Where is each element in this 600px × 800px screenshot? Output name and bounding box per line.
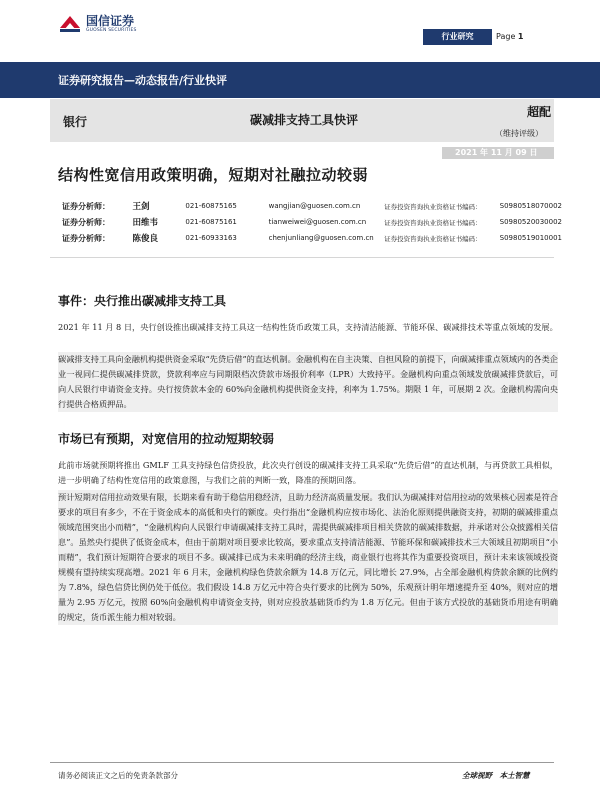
footer-disclaimer: 请务必阅读正文之后的免责条款部分 — [58, 771, 178, 780]
analyst-phone: 021-60933163 — [185, 234, 237, 242]
report-title: 碳减排支持工具快评 — [250, 113, 359, 127]
analyst-cert-label: 证券投资咨询执业资格证书编码： — [384, 218, 482, 227]
sector-label: 银行 — [63, 115, 88, 129]
analyst-email[interactable]: tianweiwei@guosen.com.cn — [268, 218, 367, 226]
analyst-name: 田维韦 — [132, 218, 159, 228]
page-label: Page — [496, 32, 516, 41]
analyst-phone: 021-60875165 — [185, 202, 237, 210]
analyst-label: 证券分析师： — [62, 232, 110, 243]
analyst-email[interactable]: wangjian@guosen.com.cn — [268, 202, 361, 210]
category-text: 证券研究报告—动态报告/行业快评 — [58, 74, 228, 87]
company-logo — [58, 14, 137, 34]
brand-name-en: GUOSEN SECURITIES — [86, 28, 137, 33]
analyst-row — [62, 198, 562, 214]
analyst-cert-number: S0980518070002 — [499, 202, 562, 210]
divider — [50, 257, 554, 258]
section-title-market: 市场已有预期，对宽信用的拉动短期较弱 — [58, 432, 275, 446]
section-title-event: 事件：央行推出碳减排支持工具 — [58, 294, 227, 308]
headline: 结构性宽信用政策明确，短期对社融拉动较弱 — [58, 166, 369, 184]
rating-note: （维持评级） — [495, 129, 543, 138]
report-date: 2021 年 11 月 09 日 — [455, 148, 538, 157]
analyst-row — [62, 230, 562, 246]
footer-divider — [50, 762, 554, 763]
paragraph-highlighted: 预计短期对信用拉动效果有限，长期来看有助于稳信用稳经济，且助力经济高质量发展。我们认为碳减排对信用拉动的效果核心因素是符合要求的项目有多少，不在于资金成本的高低和央行的额度。央行指出“金融机构应按市场化、法治化原则提供融资支持，初期的碳减排重点领域范围突出小而精”，“金融机构向人民银行申请碳减排支持工具时，需提供碳减排项目相关贷款的碳减排数据，并承诺对公众披露相关信息”。虽然央行提供了低资金成本，但由于前期对项目要求比较高，要求重点支持清洁能源、节能环保和碳减排技术三大领域且初期项目“小而精”，我们预计短期符合要求的项目不多。碳减排已成为未来明确的经济主线，商业银行也将其作为重要投资项目，预计未来该领域投资规模有望持续实现高增。2021 年 6 月末，金融机构绿色贷款余额为 14.8 万亿元，同比增长 27.9%，占全部金融机构贷款余额的比例约为 7.8%，绿色信贷比例仍处于低位。我们假设 14.8 万亿元中符合央行要求的比例为 50%，乐观预计明年增速提升至 40%，则对应的增量为 2.95 万亿元，按照 60%向金融机构申请资金支持，则对应投放基础货币约为 1.8 万亿元。但由于该方式投放的基础货币用途有明确的规定，货币派生能力相对较弱。 — [58, 490, 558, 625]
analyst-cert-label: 证券投资咨询执业资格证书编码： — [384, 234, 482, 243]
paragraph: 2021 年 11 月 8 日，央行创设推出碳减排支持工具这一结构性货币政策工具，支持清洁能源、节能环保、碳减排技术等重点领域的发展。 — [58, 322, 558, 332]
page-indicator — [496, 29, 524, 45]
analyst-row — [62, 214, 562, 230]
paragraph: 此前市场就预期将推出 GMLF 工具支持绿色信贷投放，此次央行创设的碳减排支持工具采取“先贷后借”的直达机制，与再贷款工具相似，进一步明确了结构性宽信用的政策意图，与我们之前的判断一致，降准的预期回落。 — [58, 460, 558, 485]
analyst-name: 王剑 — [132, 202, 150, 212]
analyst-label: 证券分析师： — [62, 200, 110, 211]
paragraph-highlighted: 碳减排支持工具向金融机构提供资金采取“先贷后借”的直达机制。金融机构在自主决策、自担风险的前提下，向碳减排重点领域内的各类企业一视同仁提供碳减排贷款，贷款利率应与同期限档次贷款市场报价利率（LPR）大致持平。金融机构向重点领域发放碳减排贷款后，可向人民银行申请资金支持。央行按贷款本金的 60%向金融机构提供资金支持，利率为 1.75%。期限 1 年，可展期 2 次。金融机构需向央行提供合格质押品。 — [58, 352, 558, 412]
brand-name: 国信证券 — [86, 14, 135, 28]
analyst-phone: 021-60875161 — [185, 218, 237, 226]
analyst-name: 陈俊良 — [132, 234, 159, 244]
analyst-label: 证券分析师： — [62, 216, 110, 227]
analyst-cert-number: S0980520030002 — [499, 218, 562, 226]
logo-mark-icon — [58, 14, 82, 34]
report-type-tag: 行业研究 — [423, 29, 492, 45]
analyst-cert-label: 证券投资咨询执业资格证书编码： — [384, 202, 482, 211]
page-number: 1 — [517, 32, 524, 41]
category-banner — [0, 62, 600, 98]
analyst-table — [62, 198, 562, 246]
analyst-cert-number: S0980519010001 — [499, 234, 562, 242]
footer-slogan: 全球视野 本土智慧 — [462, 771, 530, 780]
rating: 超配 — [527, 105, 552, 119]
analyst-email[interactable]: chenjunliang@guosen.com.cn — [268, 234, 374, 242]
